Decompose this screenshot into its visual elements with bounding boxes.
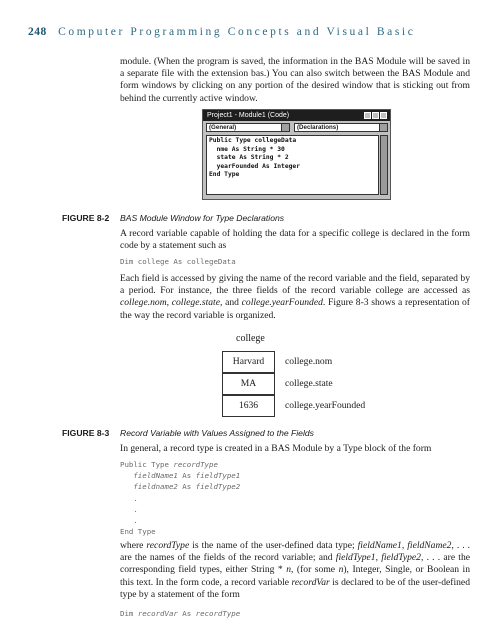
record-value-box: MA	[222, 373, 275, 395]
paragraph-field-access: Each field is accessed by giving the name of the record variable and the field, separated by a period. For instance, the three fields of the record variable college are accessed as college.nom, college.state, and college.yearFounded. Figure 8-3 shows a representation of the way the record variable is organized.	[120, 273, 470, 321]
record-value-box: Harvard	[222, 351, 275, 373]
code-dim-general: Dim recordVar As recordType	[120, 609, 241, 618]
vertical-scrollbar	[380, 135, 388, 195]
minimize-icon	[364, 112, 371, 119]
code-line: nme As String * 30	[209, 145, 285, 153]
running-header	[28, 26, 415, 38]
paragraph-type-explanation: where recordType is the name of the user-defined data type; fieldName1, fieldName2, . . . are the names of the fields of the record variable; and fieldType1, fieldType2, . . . are the corresponding field types, either String * n, (for some n), Integer, Single, or Boolean in this text. In the form code, a record variable recordVar is declared to be of the user-defined type by a statement of the form	[120, 540, 471, 600]
record-value-box: 1636	[222, 395, 275, 417]
window-titlebar	[203, 110, 390, 121]
code-line: state As String * 2	[209, 154, 289, 162]
paragraph-record-variable: A record variable capable of holding the data for a specific college is declared in the form code by a statement such as	[120, 228, 470, 252]
record-field-label: college.state	[285, 378, 333, 389]
chevron-down-icon	[379, 124, 387, 131]
code-window-combos	[203, 121, 390, 134]
book-title: Computer Programming Concepts and Visual Basic	[58, 26, 416, 38]
figure-8-3-label: FIGURE 8-3	[62, 428, 110, 438]
record-name: college	[236, 333, 265, 344]
figure-8-2-caption: BAS Module Window for Type Declarations	[120, 213, 285, 223]
code-type-block: Public Type recordType fieldName1 As fieldType1 fieldname2 As fieldType2 . . . End Type	[120, 460, 241, 537]
figure-8-3-caption: Record Variable with Values Assigned to the Fields	[120, 428, 314, 438]
record-field-label: college.yearFounded	[285, 400, 366, 411]
figure-8-2-label: FIGURE 8-2	[62, 213, 110, 223]
close-icon	[380, 112, 387, 119]
record-field-label: college.nom	[285, 356, 333, 367]
page-number: 248	[28, 26, 47, 38]
paragraph-bas-module: module. (When the program is saved, the information in the BAS Module will be saved in a separate file with the extension bas.) You can also switch between the BAS Module and form windows by clicking on any portion of the desired window that is sticking out from behind the currently active window.	[120, 56, 470, 104]
chevron-down-icon	[281, 124, 289, 131]
bas-module-code-window	[202, 109, 391, 200]
code-line: Public Type collegeData	[209, 137, 297, 144]
code-line: End Type	[209, 171, 240, 179]
code-dim-college: Dim college As collegeData	[120, 257, 236, 266]
object-combo: (General)	[206, 123, 290, 132]
window-title: Project1 - Module1 (Code)	[207, 112, 290, 119]
code-editor	[206, 135, 379, 195]
code-line: yearFounded As Integer	[209, 162, 300, 170]
paragraph-type-block-intro: In general, a record type is created in a BAS Module by a Type block of the form	[120, 443, 432, 454]
procedure-combo: (Declarations)	[294, 123, 388, 132]
maximize-icon	[372, 112, 379, 119]
